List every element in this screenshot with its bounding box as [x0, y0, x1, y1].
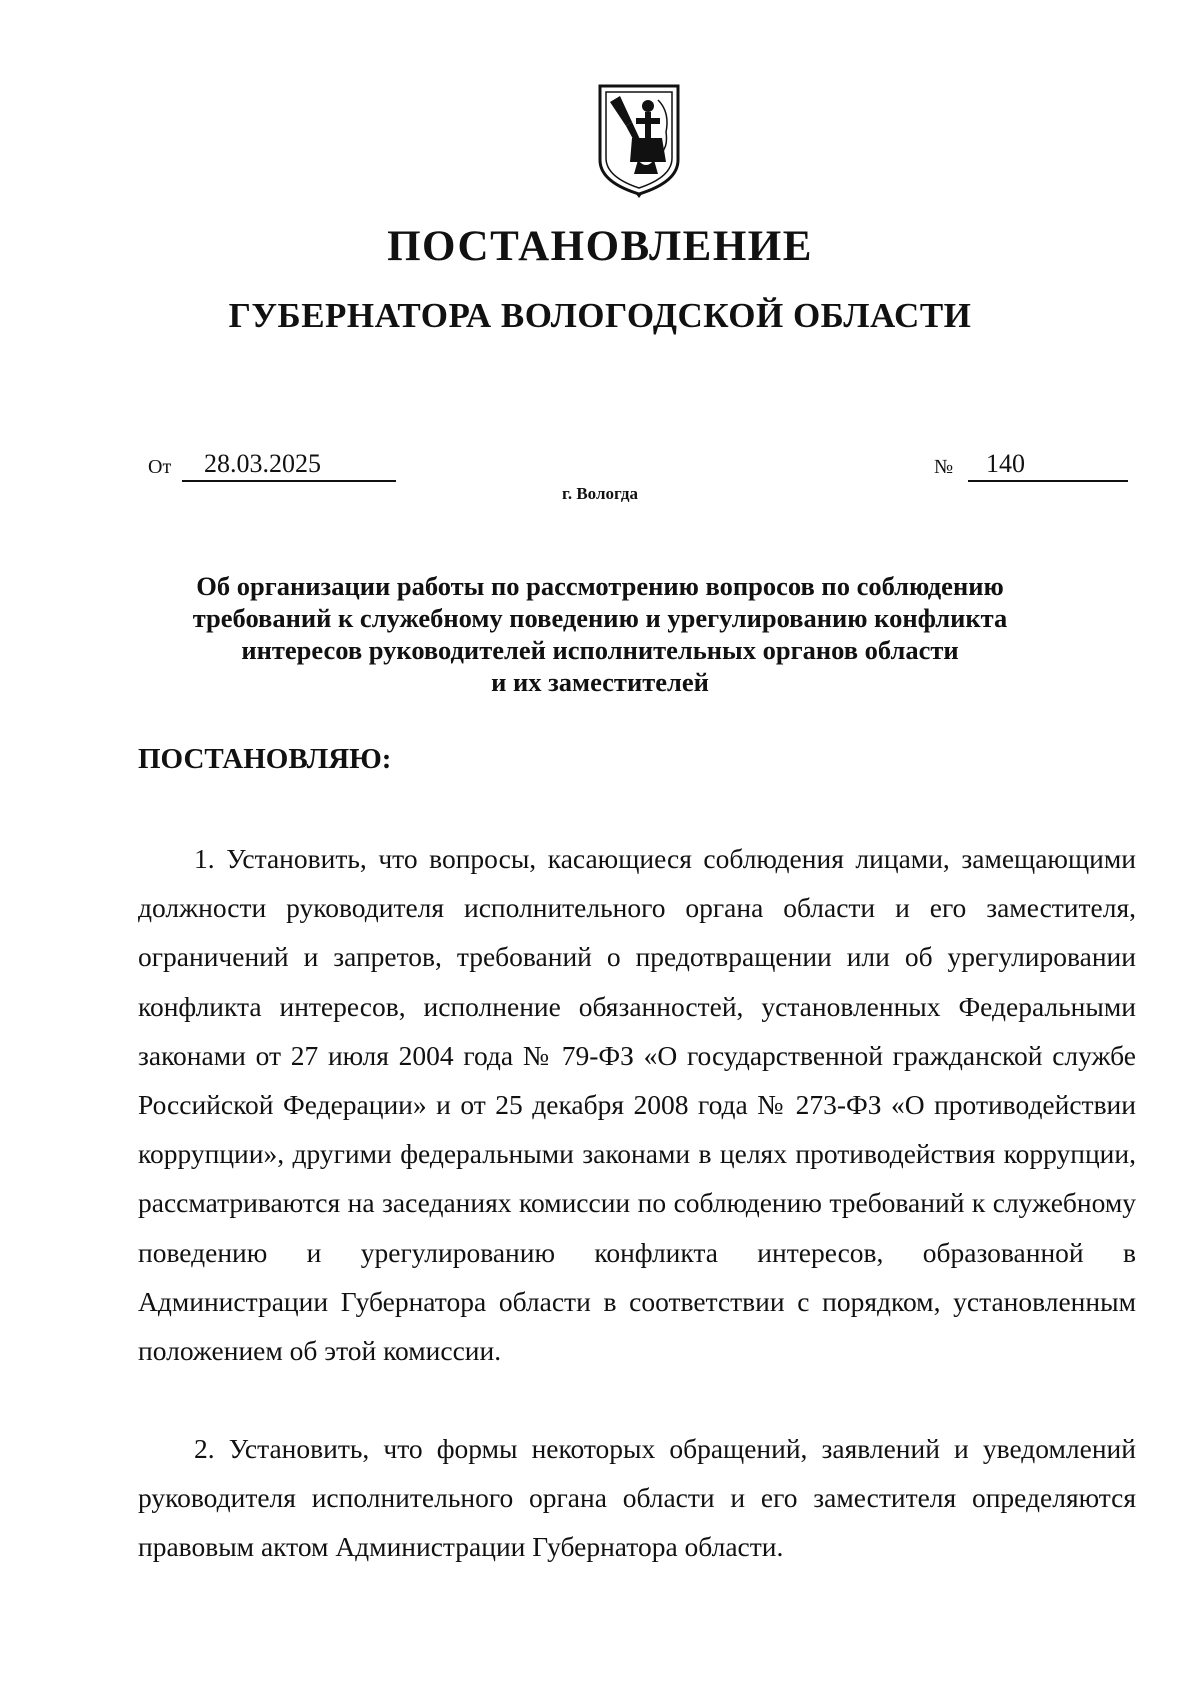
subject-line: Об организации работы по рассмотрению вопросов по соблюдению	[196, 571, 1004, 601]
subject-line: требований к служебному поведению и урегулированию конфликта	[192, 603, 1008, 633]
date-prefix: От	[148, 456, 172, 478]
document-number: 140	[968, 448, 1128, 482]
paragraph-1: 1. Установить, что вопросы, касающиеся соблюдения лицами, замещающими должности руководителя исполнительного органа области и его заместителя, ограничений и запретов, требований о предотвращении или об урегулировании конфликта интересов, исполнение обязанностей, установленных Федеральными законами от 27 июля 2004 года № 79-ФЗ «О государственной гражданской службе Российской Федерации» и от 25 декабря 2008 года № 273-ФЗ «О противодействии коррупции», другими федеральными законами в целях противодействия коррупции, рассматриваются на заседаниях комиссии по соблюдению требований к служебному поведению и урегулированию конфликта интересов, образованной в Администрации Губернатора области в соответствии с порядком, установленным положением об этой комиссии.	[138, 843, 1136, 1367]
subject-line: и их заместителей	[491, 667, 709, 697]
subject-line: интересов руководителей исполнительных органов области	[241, 635, 959, 665]
city-label: г. Вологда	[562, 484, 638, 503]
document-type-title: ПОСТАНОВЛЕНИЕ	[387, 223, 813, 270]
issuing-authority-title: ГУБЕРНАТОРА ВОЛОГОДСКОЙ ОБЛАСТИ	[228, 296, 972, 335]
document-subject	[140, 570, 1060, 698]
decree-heading: ПОСТАНОВЛЯЮ:	[138, 743, 392, 775]
document-date: 28.03.2025	[182, 448, 396, 482]
coat-of-arms-icon	[596, 82, 682, 198]
paragraph-2: 2. Установить, что формы некоторых обращений, заявлений и уведомлений руководителя исполнительного органа области и его заместителя определяются правовым актом Администрации Губернатора области.	[138, 1433, 1136, 1563]
number-prefix: №	[934, 456, 954, 478]
